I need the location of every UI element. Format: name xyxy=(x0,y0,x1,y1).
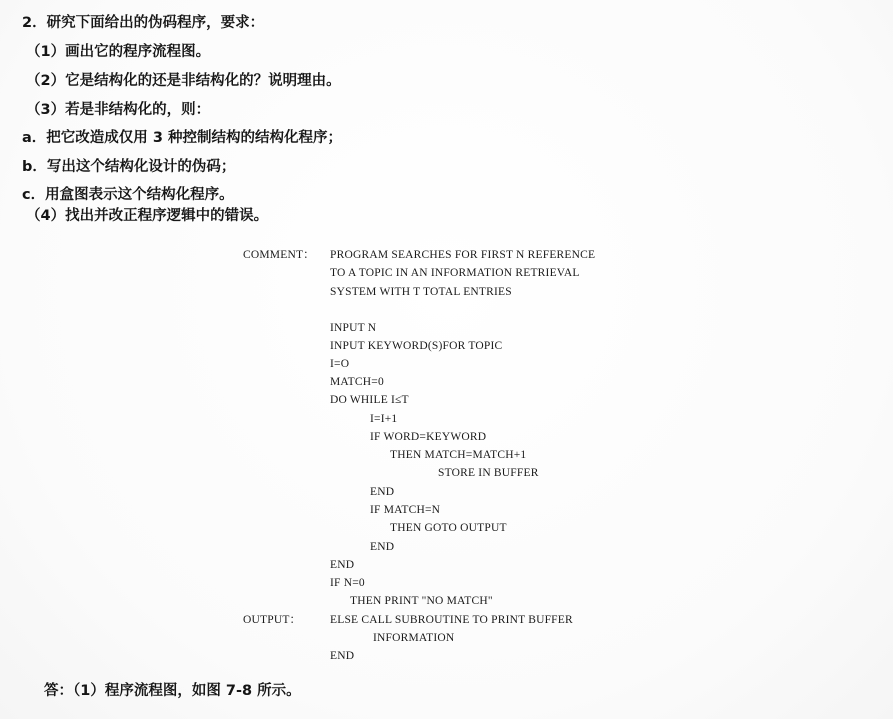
code-line: THEN PRINT "NO MATCH" xyxy=(350,595,493,607)
question-item-3c: c．用盒图表示这个结构化程序。 xyxy=(22,187,234,203)
comment-label: COMMENT： xyxy=(243,249,315,261)
code-line: THEN MATCH=MATCH+1 xyxy=(390,449,527,461)
code-line: IF WORD=KEYWORD xyxy=(370,431,487,443)
code-line: TO A TOPIC IN AN INFORMATION RETRIEVAL xyxy=(330,267,580,279)
code-line: I=O xyxy=(330,358,350,370)
code-line: END xyxy=(330,650,355,662)
question-item-3: （3）若是非结构化的，则： xyxy=(26,102,211,118)
code-line: MATCH=0 xyxy=(330,376,384,388)
code-line: PROGRAM SEARCHES FOR FIRST N REFERENCE xyxy=(330,249,596,261)
code-line: DO WHILE I≤T xyxy=(330,394,409,406)
code-line: IF N=0 xyxy=(330,577,365,589)
question-item-3a: a．把它改造成仅用 3 种控制结构的结构化程序； xyxy=(22,130,342,146)
code-line: IF MATCH=N xyxy=(370,504,441,516)
answer-line: 答：（1）程序流程图，如图 7-8 所示。 xyxy=(44,683,301,699)
code-line: THEN GOTO OUTPUT xyxy=(390,522,507,534)
code-line: INPUT KEYWORD(S)FOR TOPIC xyxy=(330,340,503,352)
question-item-2: （2）它是结构化的还是非结构化的？说明理由。 xyxy=(26,73,341,89)
output-label: OUTPUT： xyxy=(243,614,302,626)
code-line: I=I+1 xyxy=(370,413,398,425)
question-item-4: （4）找出并改正程序逻辑中的错误。 xyxy=(26,208,269,224)
code-line: ELSE CALL SUBROUTINE TO PRINT BUFFER xyxy=(330,614,573,626)
question-item-1: （1）画出它的程序流程图。 xyxy=(26,44,211,60)
code-line: STORE IN BUFFER xyxy=(438,467,539,479)
code-line: SYSTEM WITH T TOTAL ENTRIES xyxy=(330,286,512,298)
code-line: INFORMATION xyxy=(373,632,455,644)
code-line: END xyxy=(370,486,395,498)
code-line: END xyxy=(330,559,355,571)
question-title: 2．研究下面给出的伪码程序，要求： xyxy=(22,15,265,31)
code-line: END xyxy=(370,541,395,553)
question-item-3b: b．写出这个结构化设计的伪码； xyxy=(22,159,236,175)
code-line: INPUT N xyxy=(330,322,377,334)
